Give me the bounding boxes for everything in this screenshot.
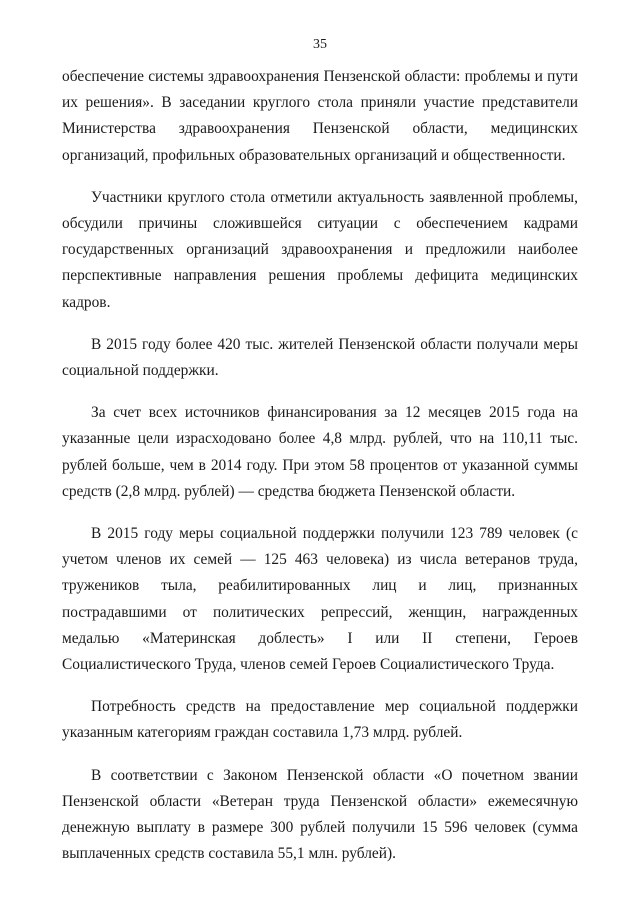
paragraph-round-table-topic: обеспечение системы здравоохранения Пензенской области: проблемы и пути их решения». В заседании круглого стола приняли участие представители Министерства здравоохранения Пензенской области, медицинских организаций, профильных образовательных организаций и общественности. (62, 68, 578, 164)
paragraph-veteran-payment: В соответствии с Законом Пензенской области «О почетном звании Пензенской области «Ветеран труда Пензенской области» ежемесячную денежную выплату в размере 300 рублей получили 15 596 человек (сумма выплаченных средств составила 55,1 млн. рублей). (62, 766, 578, 863)
document-body (62, 64, 578, 883)
paragraph-financing: За счет всех источников финансирования за 12 месяцев 2015 года на указанные цели израсходовано более 4,8 млрд. рублей, что на 110,11 тыс. рублей больше, чем в 2014 году. При этом 58 процентов от указанной суммы средств (2,8 млрд. рублей) — средства бюджета Пензенской области. (62, 404, 578, 500)
paragraph-round-table-results: Участники круглого стола отметили актуальность заявленной проблемы, обсудили причины сложившейся ситуации с обеспечением кадрами государственных организаций здравоохранения и предложили наиболее перспективные направления решения проблемы дефицита медицинских кадров. (62, 188, 578, 311)
paragraph-funding-need: Потребность средств на предоставление мер социальной поддержки указанным категориям граждан составила 1,73 млрд. рублей. (62, 698, 578, 742)
paragraph-recipient-categories: В 2015 году меры социальной поддержки получили 123 789 человек (с учетом членов их семей — 125 463 человека) из числа ветеранов труда, тружеников тыла, реабилитированных лиц и лиц, признанных пострадавшими от политических репрессий, женщин, награжденных медалью «Материнская доблесть» I или II степени, Героев Социалистического Труда, членов семей Героев Социалистического Труда. (62, 525, 578, 674)
page-number: 35 (313, 37, 327, 52)
paragraph-social-support-recipients: В 2015 году более 420 тыс. жителей Пензенской области получали меры социальной поддержки. (62, 335, 578, 380)
